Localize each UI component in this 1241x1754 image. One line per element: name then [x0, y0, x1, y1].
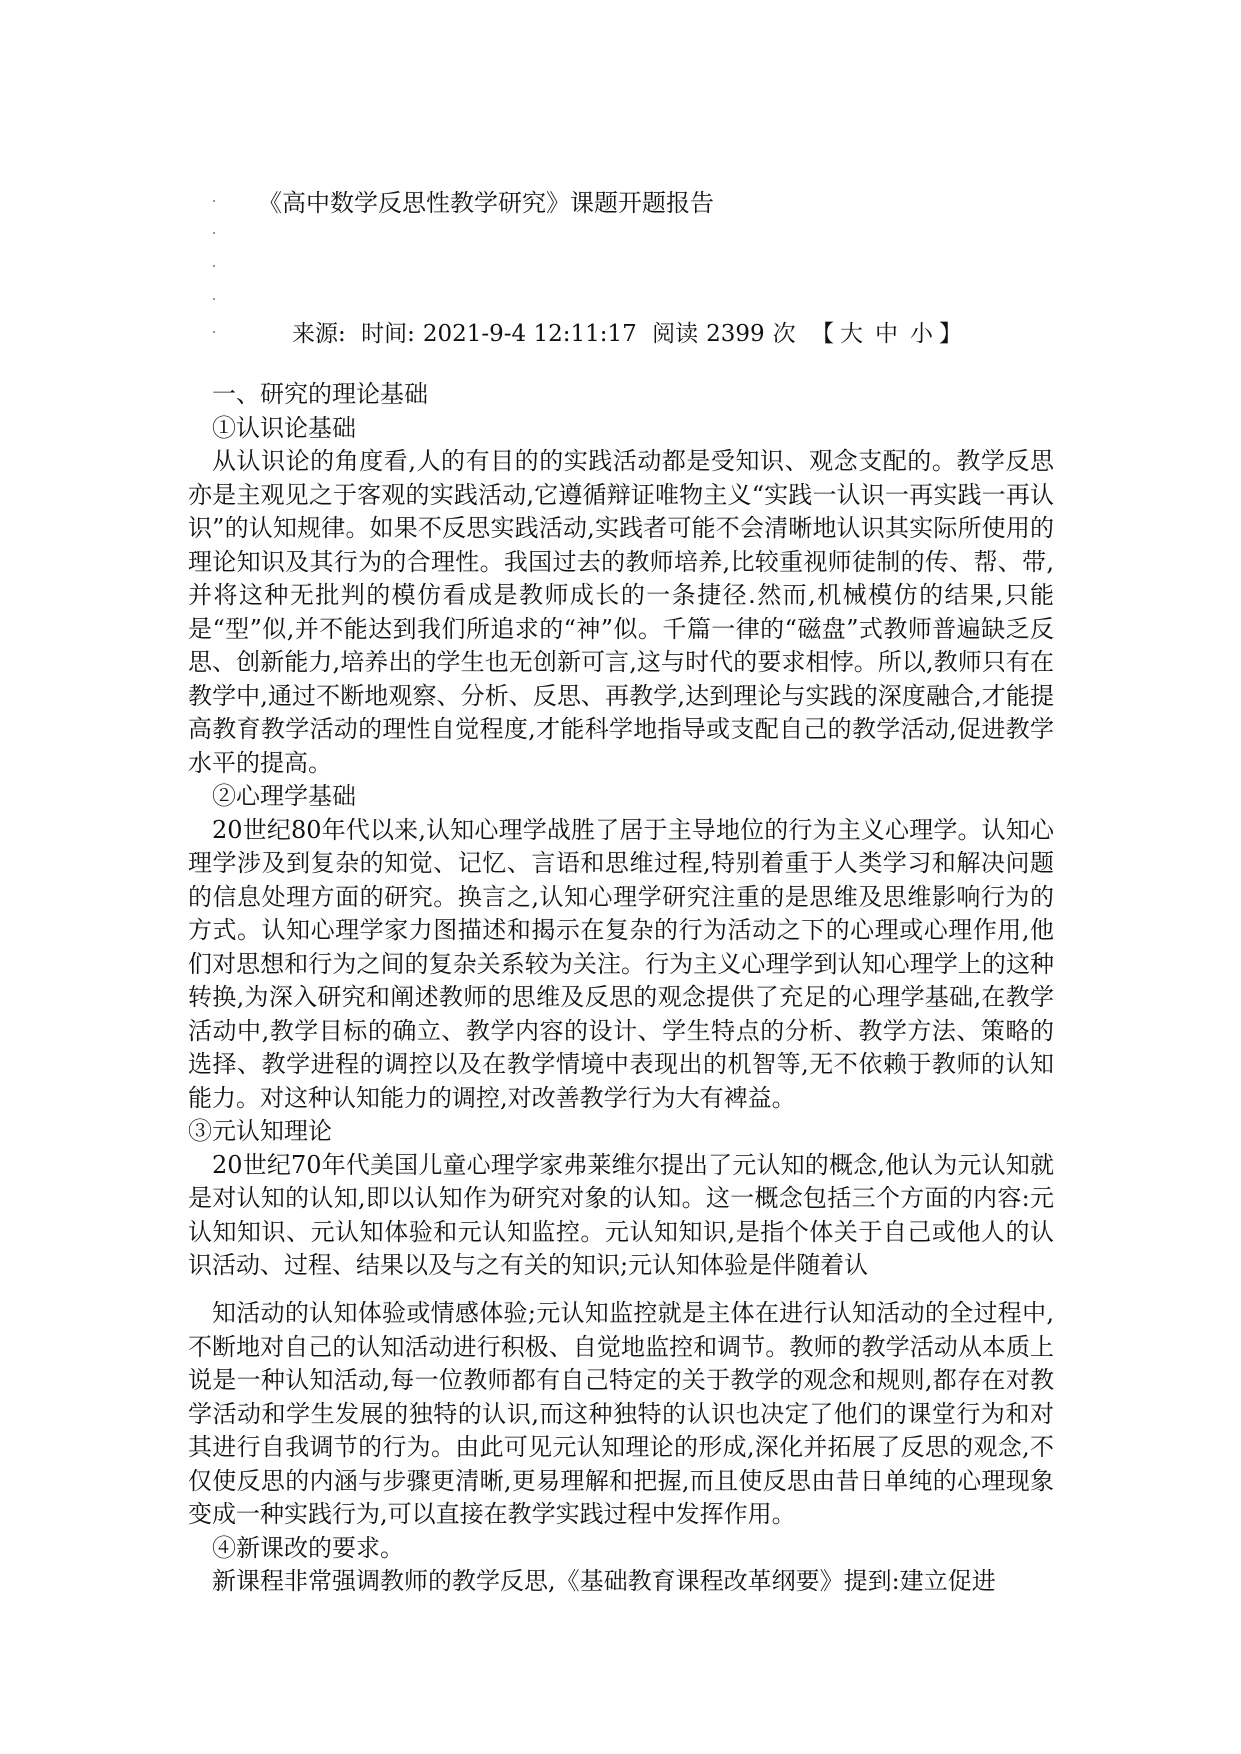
- article-meta: [292, 318, 962, 350]
- article-body-part2: [188, 1297, 1054, 1599]
- subsection-heading-new-curriculum: ④新课改的要求。: [212, 1533, 404, 1562]
- read-suffix: 次: [772, 321, 796, 347]
- paragraph-epistemology: 从认识论的角度看,人的有目的的实践活动都是受知识、观念支配的。教学反思亦是主观见之于客观的实践活动,它遵循辩证唯物主义“实践一认识一再实践一再认识”的认知规律。如果不反思实践活动,实践者可能不会清晰地认识其实际所使用的理论知识及其行为的合理性。我国过去的教师培养,比较重视师徒制的传、帮、带,并将这种无批判的模仿看成是教师成长的一条捷径.然而,机械模仿的结果,只能是“型”似,并不能达到我们所追求的“神”似。千篇一律的“磁盘”式教师普遍缺乏反思、创新能力,培养出的学生也无创新可言,这与时代的要求相悖。所以,教师只有在教学中,通过不断地观察、分析、反思、再教学,达到理论与实践的深度融合,才能提高教育教学活动的理性自觉程度,才能科学地指导或支配自己的教学活动,促进教学水平的提高。: [188, 447, 1054, 777]
- read-count: 2399: [706, 321, 765, 347]
- time-value: 2021-9-4 12:11:17: [422, 321, 637, 347]
- paragraph-metacognition-part1: 20世纪70年代美国儿童心理学家弗莱维尔提出了元认知的概念,他认为元认知就是对认知的认知,即以认知作为研究对象的认知。这一概念包括三个方面的内容:元认知知识、元认知体验和元认知监控。元认知知识,是指个体关于自己或他人的认识活动、过程、结果以及与之有关的知识;元认知体验是伴随着认: [188, 1150, 1054, 1279]
- document-title: 《高中数学反思性教学研究》课题开题报告: [258, 189, 714, 217]
- margin-mark: [213, 200, 215, 202]
- subsection-heading-psychology: ②心理学基础: [212, 782, 356, 810]
- paragraph-metacognition-part2: 知活动的认知体验或情感体验;元认知监控就是主体在进行认知活动的全过程中,不断地对自己的认知活动进行积极、自觉地监控和调节。教师的教学活动从本质上说是一种认知活动,每一位教师都有自己特定的关于教学的观念和规则,都存在对教学活动和学生发展的独特的认识,而这种独特的认识也决定了他们的课堂行为和对其进行自我调节的行为。由此可见元认知理论的形成,深化并拓展了反思的观念,不仅使反思的内涵与步骤更清晰,更易理解和把握,而且使反思由昔日单纯的心理现象变成一种实践行为,可以直接在教学实践过程中发挥作用。: [188, 1299, 1054, 1528]
- read-prefix: 阅读: [652, 321, 699, 347]
- source-label: 来源:: [292, 321, 346, 347]
- paragraph-psychology: 20世纪80年代以来,认知心理学战胜了居于主导地位的行为主义心理学。认知心理学涉及到复杂的知觉、记忆、言语和思维过程,特别着重于人类学习和解决问题的信息处理方面的研究。换言之,认知心理学研究注重的是思维及思维影响行为的方式。认知心理学家力图描述和揭示在复杂的行为活动之下的心理或心理作用,他们对思想和行为之间的复杂关系较为关注。行为主义心理学到认知心理学上的这种转换,为深入研究和阐述教师的思维及反思的观念提供了充足的心理学基础,在教学活动中,教学目标的确立、教学内容的设计、学生特点的分析、教学方法、策略的选择、教学进程的调控以及在教学情境中表现出的机智等,无不依赖于教师的认知能力。对这种认知能力的调控,对改善教学行为大有裨益。: [188, 815, 1054, 1112]
- paragraph-new-curriculum: 新课程非常强调教师的教学反思,《基础教育课程改革纲要》提到:建立促进: [212, 1567, 996, 1595]
- font-size-small-link[interactable]: 小: [909, 321, 933, 347]
- margin-mark: [213, 331, 215, 333]
- font-size-open-bracket: 【: [810, 321, 834, 347]
- time-label: 时间:: [361, 321, 415, 347]
- font-size-close-bracket: 】: [938, 321, 962, 347]
- subsection-heading-metacognition: ③元认知理论: [188, 1117, 332, 1145]
- margin-mark: [213, 265, 215, 267]
- margin-mark: [213, 232, 215, 234]
- article-body-part1: [188, 378, 1054, 1283]
- font-size-medium-link[interactable]: 中: [874, 321, 898, 347]
- font-size-large-link[interactable]: 大: [839, 321, 863, 347]
- subsection-heading-epistemology: ①认识论基础: [212, 413, 356, 442]
- margin-mark: [213, 298, 215, 300]
- section-heading: 一、研究的理论基础: [212, 380, 428, 408]
